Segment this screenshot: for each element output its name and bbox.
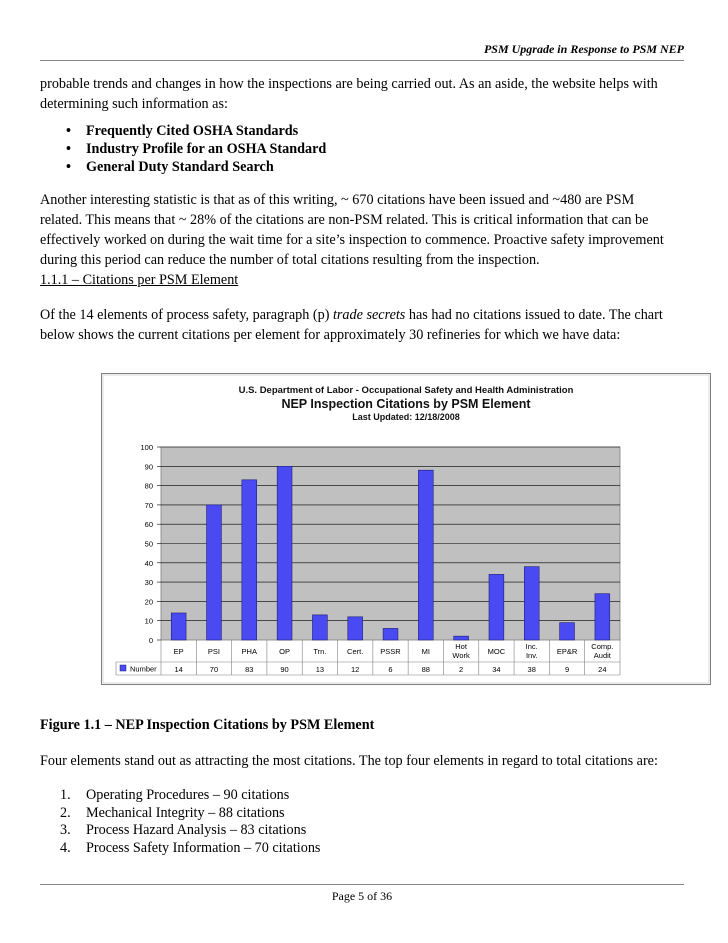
x-tick-label: EP&R [556,647,578,656]
paragraph-line: during this period can reduce the number of total citations resulting from the inspection. [40,252,540,268]
page-number: Page 5 of 36 [331,889,393,903]
list-number: 1. [60,787,71,803]
bar [348,617,363,640]
list-item [40,787,320,805]
paragraph-line [40,305,690,325]
x-tick-label: Audit [593,651,611,660]
bar [454,636,469,640]
bullet-list [40,122,326,176]
y-tick-label: 90 [144,462,153,472]
y-tick-label: 10 [144,616,153,626]
bar [383,628,398,640]
paragraph-line: effectively worked on during the wait time for a site’s inspection to commence. Proactive safety improvement [40,232,664,248]
bar [277,466,292,640]
section-heading: 1.1.1 – Citations per PSM Element [40,272,239,288]
chart-svg [101,373,711,685]
bar [524,567,539,640]
data-label: 9 [564,665,570,674]
bar [207,505,222,640]
list-item-text: Frequently Cited OSHA Standards [86,123,299,139]
data-label: 14 [174,665,183,674]
x-tick-label: OP [279,647,290,656]
intro-line: determining such information as: [40,96,228,112]
y-tick-label: 30 [144,578,153,588]
paragraph-line: Another interesting statistic is that as of this writing, ~ 670 citations have been issued and ~480 are PSM [40,192,635,208]
list-item-text: Industry Profile for an OSHA Standard [86,141,327,157]
y-tick-label: 0 [148,636,153,645]
legend-label: Number [130,664,157,674]
x-tick-label: Work [452,651,470,660]
chart-title-line: Last Updated: 12/18/2008 [352,412,460,422]
numbered-list [40,787,320,857]
data-label: 83 [245,665,254,674]
x-tick-label: MOC [487,647,506,656]
chart-title-line: NEP Inspection Citations by PSM Element [281,397,531,411]
intro-line: probable trends and changes in how the inspections are being carried out. As an aside, the website helps with [40,76,658,92]
header-rule [40,60,684,61]
list-item [40,122,326,140]
text-run: has had no citations issued to date. The chart [405,307,663,323]
bullet-icon: • [66,123,71,139]
list-item [40,805,320,823]
list-item [40,140,326,158]
list-item [40,158,326,176]
x-tick-label: EP [173,647,184,656]
list-item-text: General Duty Standard Search [86,159,274,175]
elements-paragraph [40,305,690,345]
figure-caption: Figure 1.1 – NEP Inspection Citations by PSM Element [40,717,375,733]
x-tick-label: PHA [241,647,257,656]
bar [595,594,610,640]
data-label: 13 [315,665,325,674]
y-tick-label: 40 [144,558,153,568]
statistics-paragraph [40,190,690,270]
list-item [40,822,320,840]
list-item [40,840,320,858]
x-tick-label: Hot [455,642,467,651]
bar [171,613,186,640]
chart-title-line: U.S. Department of Labor - Occupational Safety and Health Administration [238,385,574,396]
top-elements-paragraph: Four elements stand out as attracting the most citations. The top four elements in regard to total citations are: [40,753,658,769]
data-label: 38 [527,665,536,674]
list-item-text: Process Safety Information – 70 citations [86,839,321,856]
data-label: 24 [598,665,607,674]
citations-chart [101,373,711,685]
data-label: 90 [280,665,289,674]
data-label: 88 [421,665,430,674]
y-tick-label: 20 [144,597,153,607]
bar [560,623,575,640]
y-tick-label: 60 [144,520,153,530]
bar [242,480,257,640]
x-tick-label: MI [421,647,430,656]
bar [312,615,327,640]
running-header: PSM Upgrade in Response to PSM NEP [483,42,684,56]
emphasis-text: trade secrets [332,307,406,323]
footer-rule [40,884,684,885]
list-item-text: Operating Procedures – 90 citations [86,787,290,803]
x-tick-label: Trn. [313,647,327,656]
data-label: 34 [492,665,501,674]
intro-paragraph [40,74,690,114]
list-number: 4. [60,839,71,856]
x-tick-label: Inc. [525,642,538,651]
text-run: Of the 14 elements of process safety, paragraph (p) [40,307,333,323]
data-label: 6 [388,665,393,674]
legend-swatch [120,665,126,671]
x-tick-label: Comp. [591,642,614,651]
data-label: 12 [351,665,360,674]
x-tick-label: Cert. [347,647,364,656]
y-tick-label: 50 [144,539,153,549]
x-tick-label: PSSR [380,647,401,656]
x-tick-label: Inv. [525,651,538,660]
list-item-text: Process Hazard Analysis – 83 citations [86,822,307,838]
data-label: 2 [459,665,464,674]
y-tick-label: 80 [144,481,153,491]
data-label: 70 [209,665,219,674]
bullet-icon: • [66,159,71,175]
y-tick-label: 70 [144,500,153,510]
bullet-icon: • [66,141,71,157]
x-tick-label: PSI [207,647,221,656]
bar [418,470,433,640]
bar [489,574,504,640]
list-number: 2. [60,804,71,821]
paragraph-line: below shows the current citations per element for approximately 30 refineries for which we have data: [40,327,621,343]
list-item-text: Mechanical Integrity – 88 citations [86,804,285,821]
list-number: 3. [60,822,71,838]
y-tick-label: 100 [140,443,153,452]
paragraph-line: related. This means that ~ 28% of the citations are non-PSM related. This is critical information that can be [40,212,649,228]
